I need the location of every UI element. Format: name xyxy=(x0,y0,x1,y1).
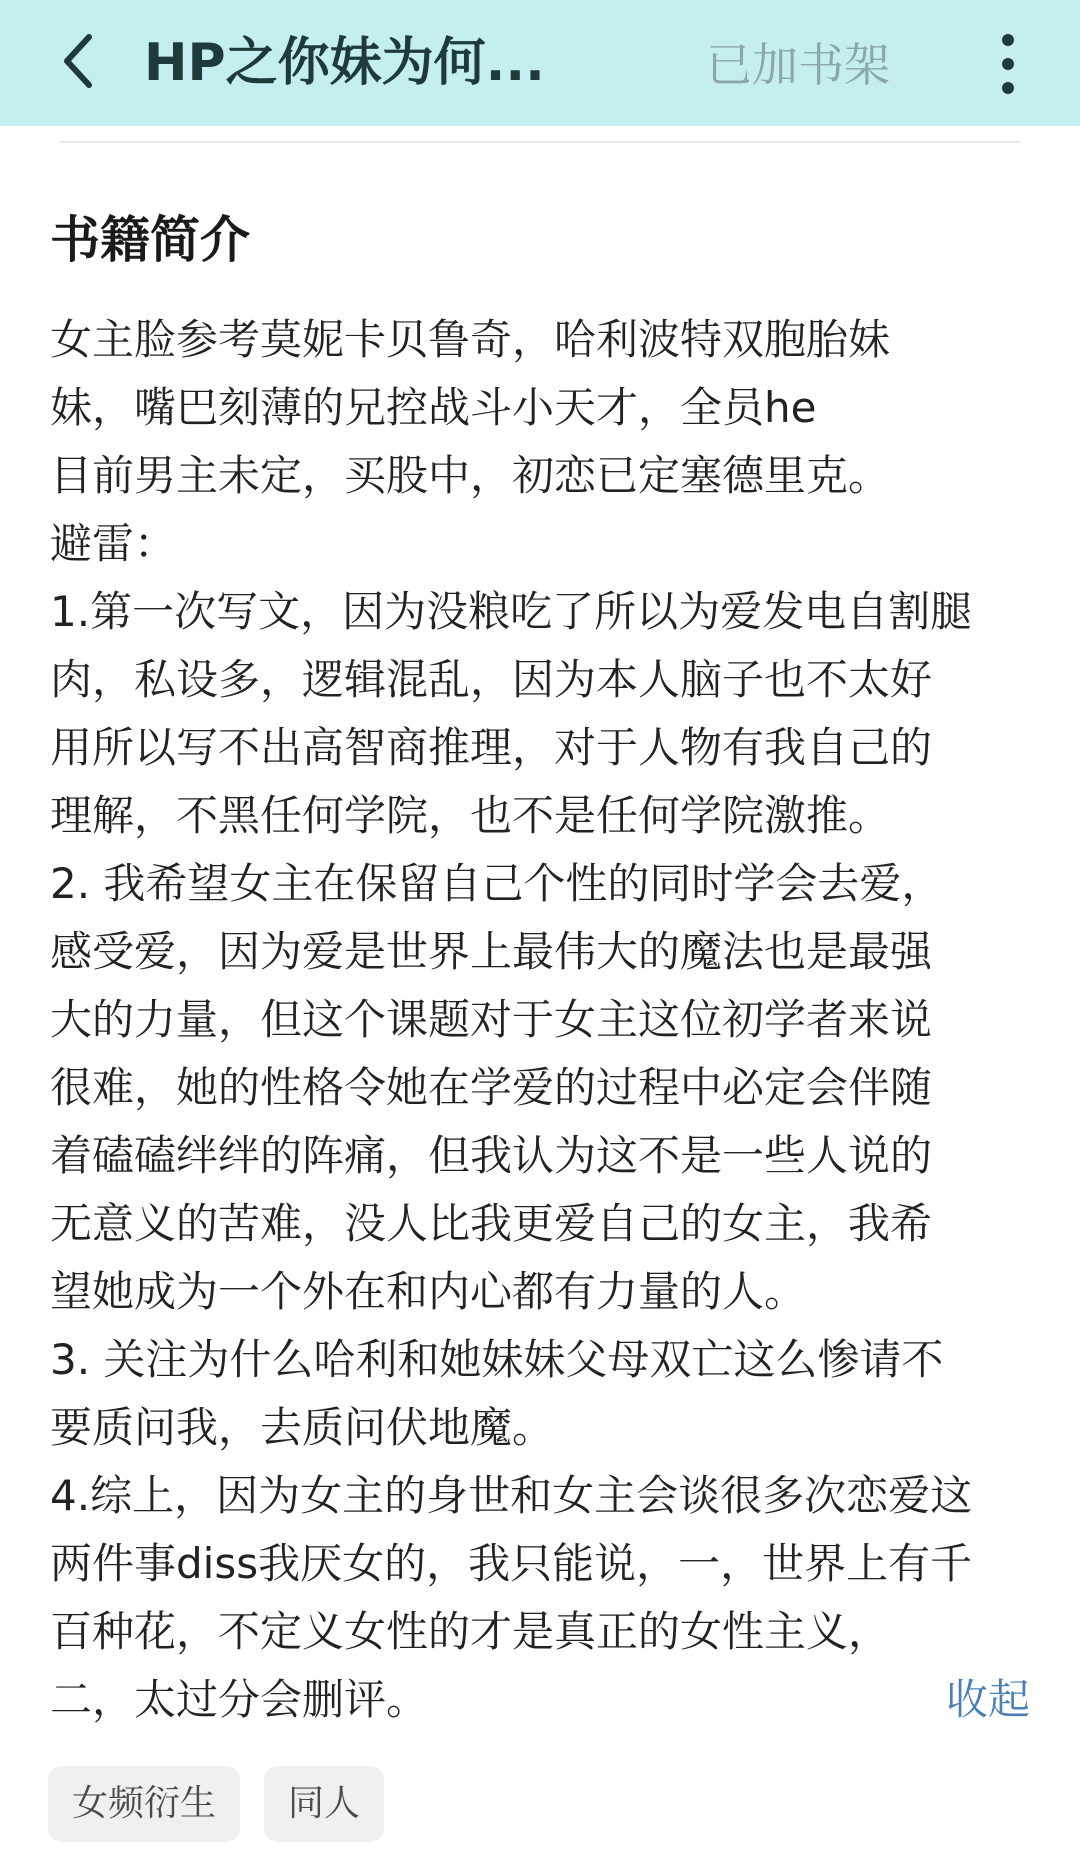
intro-line: 2. 我希望女主在保留自己个性的同时学会去爱， xyxy=(50,859,944,908)
intro-line: 目前男主未定，买股中，初恋已定塞德里克。 xyxy=(50,451,891,500)
intro-line: 4.综上，因为女主的身世和女主会谈很多次恋爱这 xyxy=(50,1471,973,1520)
intro-line: 用所以写不出高智商推理，对于人物有我自己的 xyxy=(50,723,933,772)
chevron-left-icon xyxy=(57,31,97,91)
book-title: HP之你妹为何... xyxy=(144,33,545,93)
intro-line: 1.第一次写文，因为没粮吃了所以为爱发电自割腿 xyxy=(50,587,973,636)
more-vertical-icon xyxy=(998,32,1018,96)
tag-list xyxy=(48,1766,384,1842)
intro-line: 感受爱，因为爱是世界上最伟大的魔法也是最强 xyxy=(50,927,933,976)
intro-line: 二，太过分会删评。 xyxy=(50,1675,429,1724)
intro-line: 着磕磕绊绊的阵痛，但我认为这不是一些人说的 xyxy=(50,1131,933,1180)
divider xyxy=(60,141,1020,143)
intro-line: 两件事diss我厌女的，我只能说，一，世界上有千 xyxy=(50,1539,973,1588)
top-bar xyxy=(0,0,1080,126)
intro-line: 要质问我，去质问伏地魔。 xyxy=(50,1403,555,1452)
collapse-button[interactable]: 收起 xyxy=(945,1675,1030,1724)
intro-text xyxy=(50,306,1040,1734)
intro-line: 理解，不黑任何学院，也不是任何学院激推。 xyxy=(50,791,891,840)
added-to-shelf-status[interactable]: 已加书架 xyxy=(706,38,890,92)
intro-line: 无意义的苦难，没人比我更爱自己的女主，我希 xyxy=(50,1199,933,1248)
tag-chip[interactable]: 女频衍生 xyxy=(48,1766,240,1842)
intro-line: 百种花，不定义女性的才是真正的女性主义， xyxy=(50,1607,891,1656)
intro-line: 3. 关注为什么哈利和她妹妹父母双亡这么惨请不 xyxy=(50,1335,944,1384)
back-button[interactable] xyxy=(42,26,112,96)
intro-heading: 书籍简介 xyxy=(50,211,250,269)
more-button[interactable] xyxy=(980,26,1036,102)
intro-line: 避雷： xyxy=(50,519,177,568)
intro-line: 望她成为一个外在和内心都有力量的人。 xyxy=(50,1267,807,1316)
intro-line: 大的力量，但这个课题对于女主这位初学者来说 xyxy=(50,995,933,1044)
intro-line: 很难，她的性格令她在学爱的过程中必定会伴随 xyxy=(50,1063,933,1112)
intro-line: 肉，私设多，逻辑混乱，因为本人脑子也不太好 xyxy=(50,655,933,704)
intro-line: 女主脸参考莫妮卡贝鲁奇，哈利波特双胞胎妹 xyxy=(50,315,891,364)
tag-chip[interactable]: 同人 xyxy=(264,1766,384,1842)
intro-line: 妹，嘴巴刻薄的兄控战斗小天才，全员he xyxy=(50,383,817,432)
